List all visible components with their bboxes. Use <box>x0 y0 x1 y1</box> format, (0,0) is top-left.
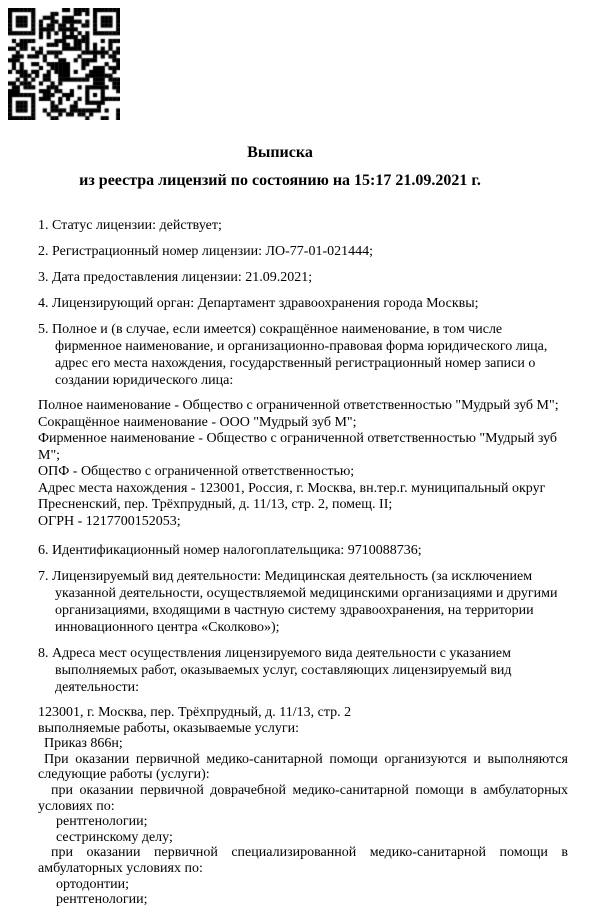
service-line: выполняемые работы, оказываемые услуги: <box>38 720 300 736</box>
registry-item-4: 4. Лицензирующий орган: Департамент здравоохранения города Москвы; <box>38 296 479 311</box>
document-title: Выписка <box>247 144 313 161</box>
registry-item-3: 3. Дата предоставления лицензии: 21.09.2021; <box>38 270 313 285</box>
document-header <box>38 143 568 190</box>
registry-item-6: 6. Идентификационный номер налогоплательщика: 9710088736; <box>38 543 422 558</box>
org-detail-line: ОПФ - Общество с ограниченной ответственностью; <box>38 464 355 479</box>
service-line: при оказании первичной специализированной медико-санитарной помощи в амбулаторных условиях по: <box>38 845 568 876</box>
service-line: сестринскому делу; <box>56 829 173 845</box>
registry-item-5: 5. Полное и (в случае, если имеется) сокращённое наименование, в том числе фирменное наименование, и организационно-правовая форма юридического лица, адрес его места нахождения, государственный регистрационный номер записи о создании юридического лица: <box>38 322 548 388</box>
service-line: При оказании первичной медико-санитарной помощи организуются и выполняются следующие работы (услуги): <box>38 751 568 783</box>
services-list <box>38 705 568 908</box>
service-line: рентгенологии; <box>56 892 148 908</box>
org-details <box>38 398 568 530</box>
service-line: 123001, г. Москва, пер. Трёхпрудный, д. 11/13, стр. 2 <box>38 705 352 720</box>
org-detail-line: ОГРН - 1217700152053; <box>38 513 181 529</box>
service-line: Приказ 866н; <box>44 736 123 752</box>
org-detail-line: Сокращённое наименование - ООО "Мудрый зуб М"; <box>38 414 357 430</box>
qr-code <box>8 8 120 120</box>
license-items-6-8 <box>38 542 568 696</box>
registry-item-7: 7. Лицензируемый вид деятельности: Медицинская деятельность (за исключением указанной деятельности, осуществляемой медицинскими организациями и другими организациями, входящими в частную систему здравоохранения, на территории инновационного центра «Сколково»); <box>38 569 558 635</box>
org-detail-line: Адрес места нахождения - 123001, Россия, г. Москва, вн.тер.г. муниципальный округ Пресненский, пер. Трёхпрудный, д. 11/13, стр. 2, помещ. II; <box>38 480 546 512</box>
org-detail-line: Полное наименование - Общество с ограниченной ответственностью "Мудрый зуб М"; <box>38 398 559 413</box>
service-line: рентгенологии; <box>56 814 148 830</box>
document-subtitle: из реестра лицензий по состоянию на 15:17 21.09.2021 г. <box>79 172 481 189</box>
registry-item-2: 2. Регистрационный номер лицензии: ЛО-77-01-021444; <box>38 244 373 259</box>
service-line: при оказании первичной доврачебной медико-санитарной помощи в амбулаторных условиях по: <box>38 782 568 814</box>
registry-item-1: 1. Статус лицензии: действует; <box>38 218 222 233</box>
service-line: ортодонтии; <box>56 876 129 892</box>
license-items-1-5 <box>38 217 568 389</box>
registry-item-8: 8. Адреса мест осуществления лицензируемого вида деятельности с указанием выполняемых работ, оказываемых услуг, составляющих лицензируемый вид деятельности: <box>38 646 512 695</box>
org-detail-line: Фирменное наименование - Общество с ограниченной ответственностью "Мудрый зуб М"; <box>38 431 558 463</box>
